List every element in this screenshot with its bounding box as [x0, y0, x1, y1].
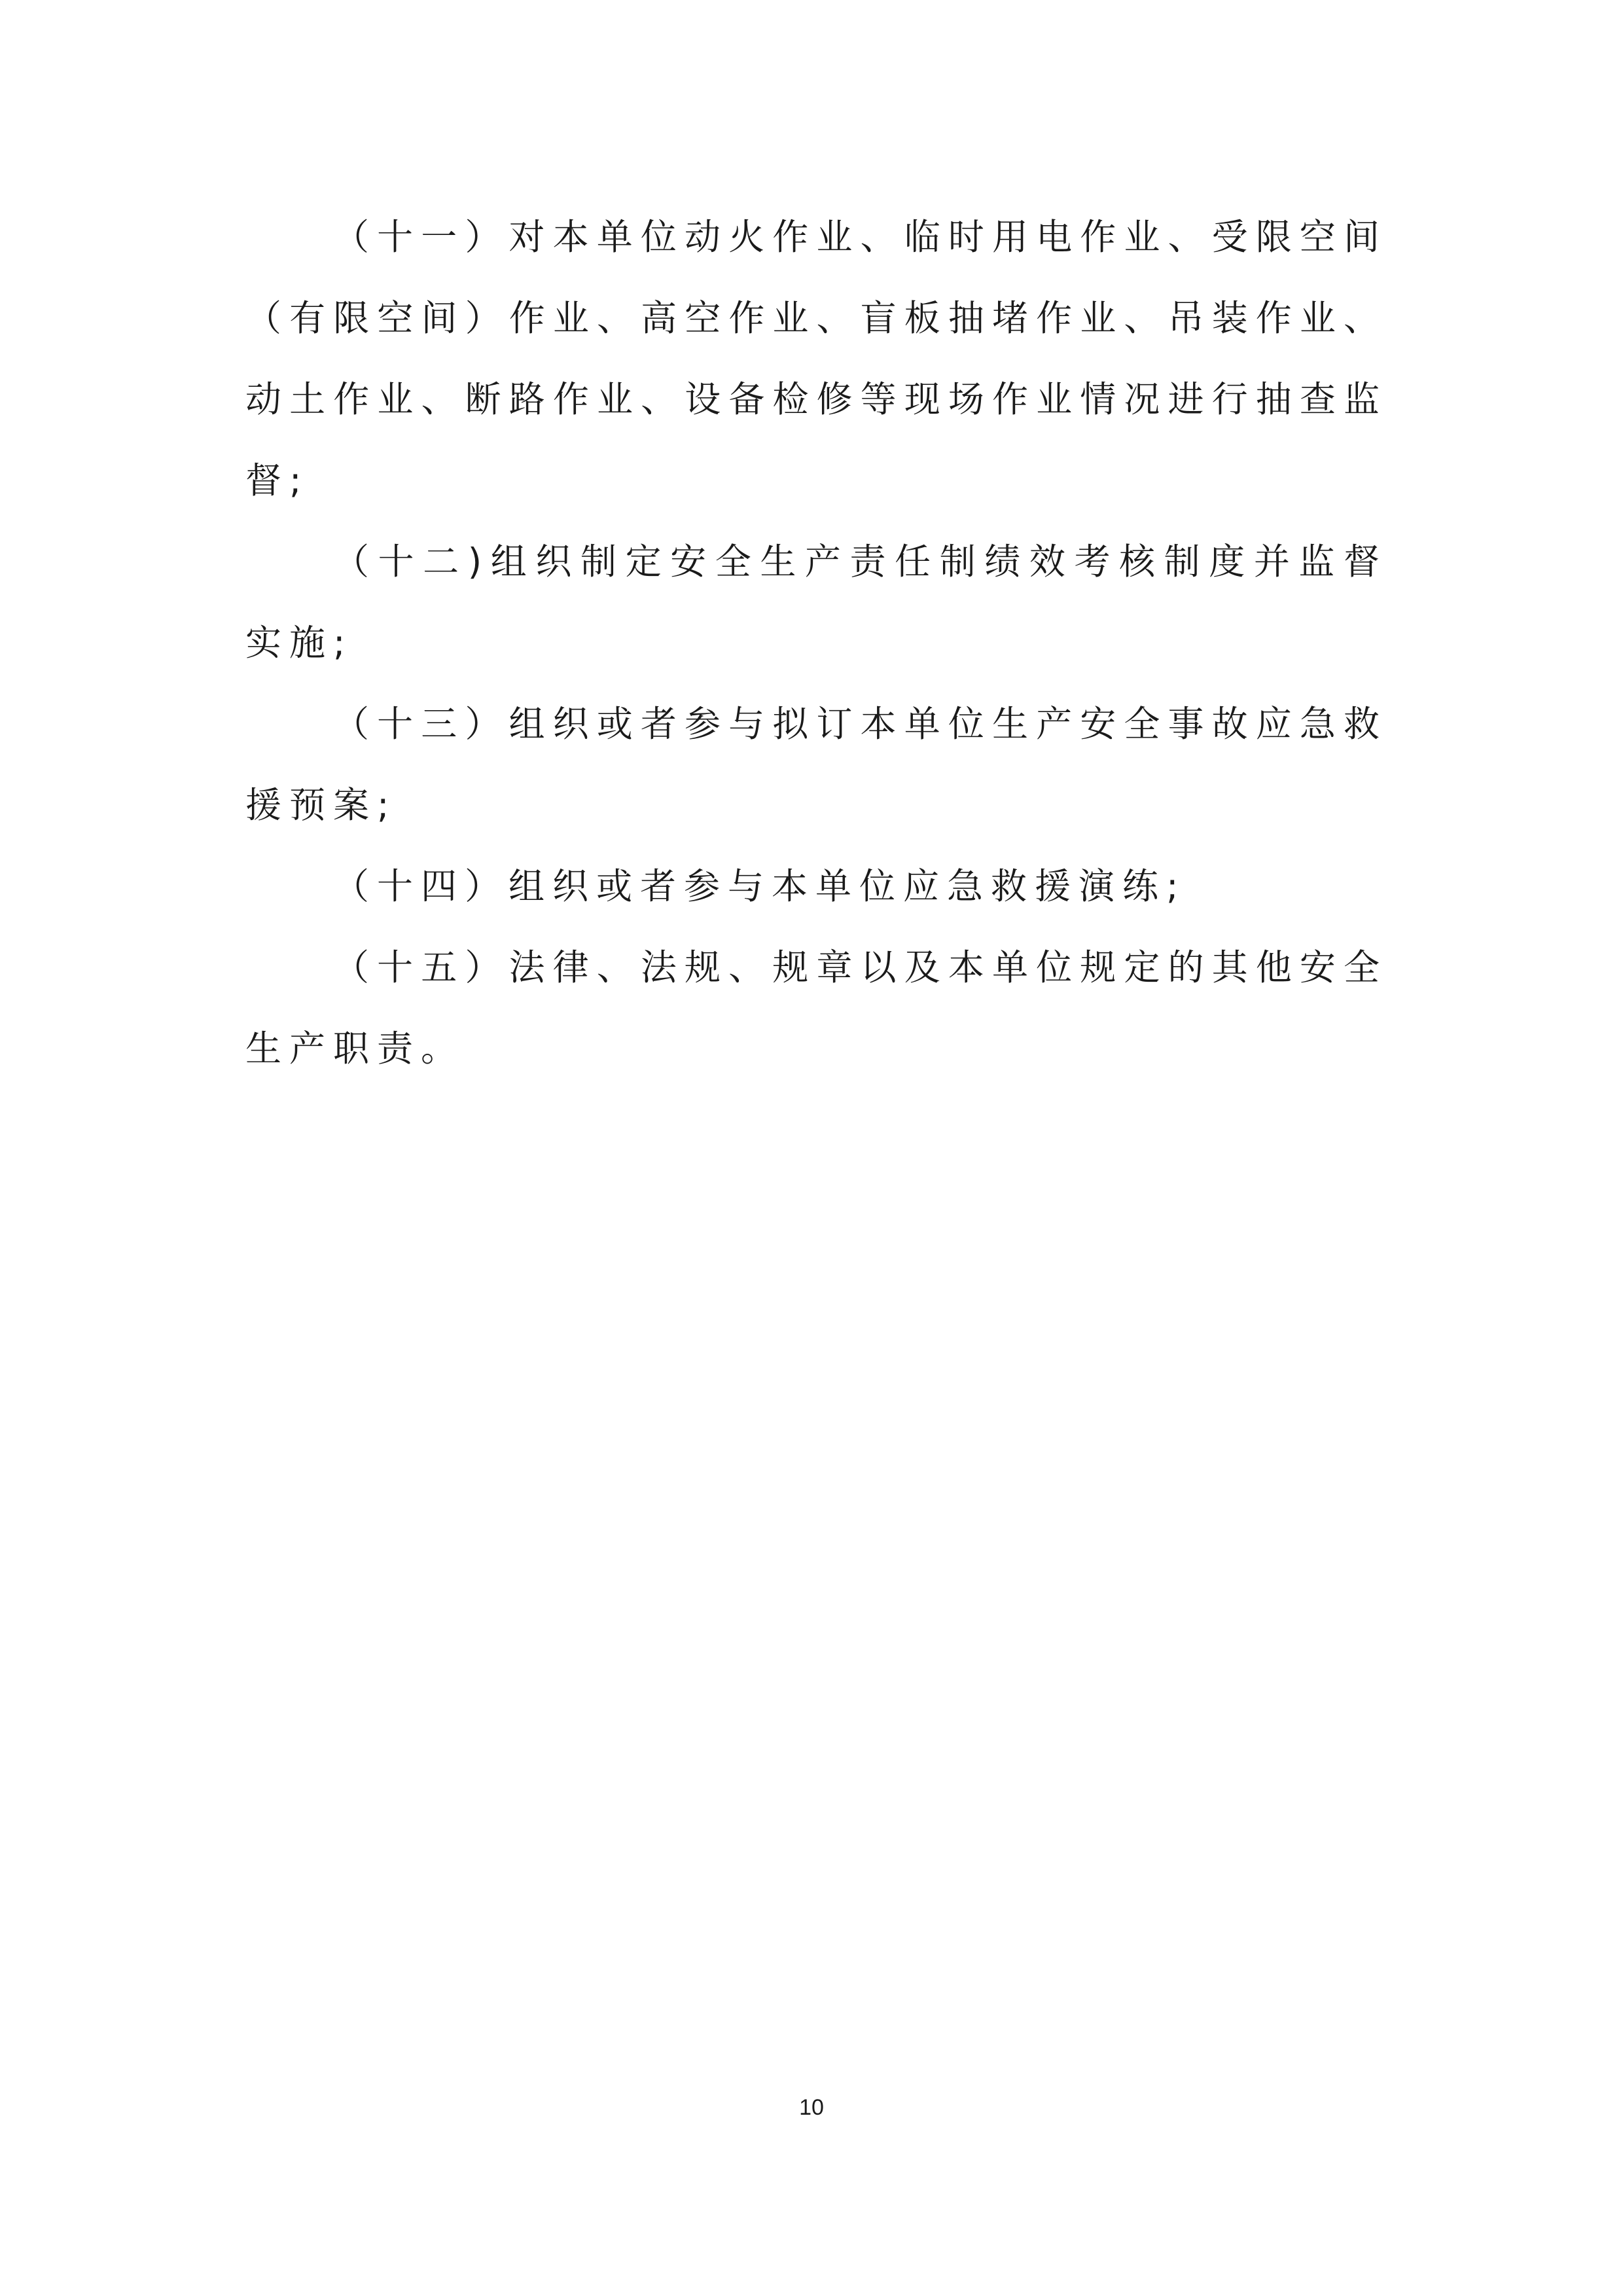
paragraph-item-14: （十四）组织或者参与本单位应急救援演练; — [333, 865, 1186, 907]
page-number: 10 — [799, 2095, 824, 2120]
paragraph-item-11: （十一）对本单位动火作业、临时用电作业、受限空间（有限空间）作业、高空作业、盲板抽堵作业、吊装作业、动土作业、断路作业、设备检修等现场作业情况进行抽查监督; — [245, 216, 1387, 501]
paragraph-item-13: （十三）组织或者参与拟订本单位生产安全事故应急救援预案; — [245, 703, 1387, 826]
paragraph-item-12: （十二)组织制定安全生产责任制绩效考核制度并监督实施; — [245, 541, 1387, 664]
document-body — [245, 196, 1387, 1089]
paragraph-item-15: （十五）法律、法规、规章以及本单位规定的其他安全生产职责。 — [245, 946, 1387, 1069]
